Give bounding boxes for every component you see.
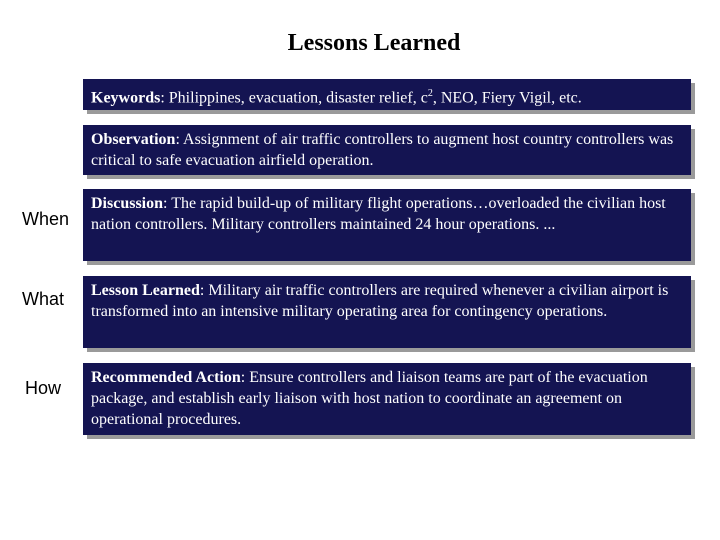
keywords-text: : Philippines, evacuation, disaster relief, c: [160, 89, 428, 107]
recommended-action-text: : Ensure controllers and liaison teams are part of the evacuation package, and establish early liaison with host nation to coordinate an agreement on operational procedures.: [91, 369, 648, 428]
lesson-learned-box: [83, 276, 691, 348]
discussion-text: : The rapid build-up of military flight operations…overloaded the civilian host nation controllers. Military controllers maintained 24 hour operations. ...: [91, 195, 666, 233]
observation-box: [83, 125, 691, 175]
keywords-superscript: 2: [427, 88, 433, 99]
discussion-label: Discussion: [91, 195, 164, 212]
when-label: When: [22, 209, 70, 229]
keywords-text-after: , NEO, Fiery Vigil, etc.: [432, 89, 582, 107]
keywords-box: [83, 79, 691, 110]
discussion-box: [83, 189, 691, 261]
how-label: How: [25, 378, 62, 398]
lesson-learned-label: Lesson Learned: [91, 282, 200, 299]
observation-text: : Assignment of air traffic controllers to augment host country controllers was critical to safe evacuation airfield operation.: [91, 131, 674, 169]
what-label: What: [22, 289, 65, 309]
page-title: Lessons Learned: [287, 30, 461, 56]
lesson-learned-text: : Military air traffic controllers are required whenever a civilian airport is transformed into an intensive military operating area for contingency operations.: [91, 282, 669, 320]
recommended-action-label: Recommended Action: [91, 369, 241, 386]
keywords-label: Keywords: [91, 89, 161, 107]
recommended-action-box: [83, 363, 691, 435]
observation-label: Observation: [91, 131, 176, 148]
